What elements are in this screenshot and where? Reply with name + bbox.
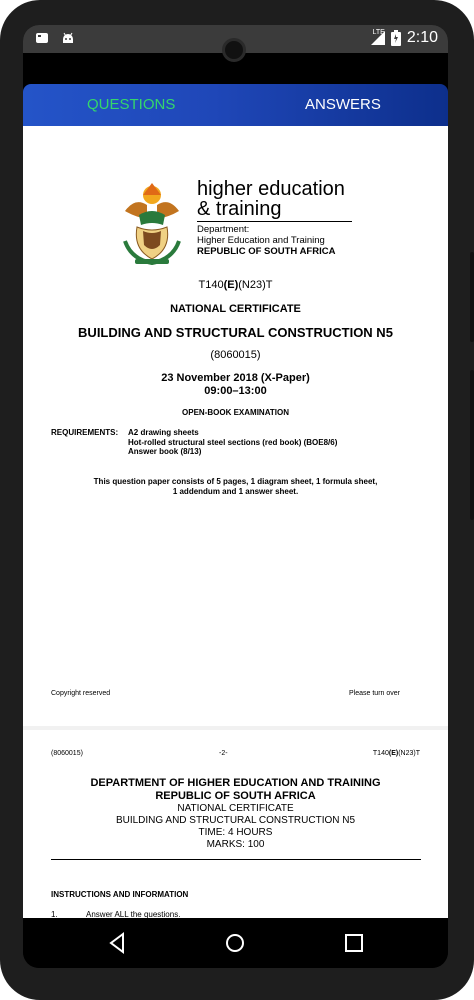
logo-country: REPUBLIC OF SOUTH AFRICA (197, 246, 336, 257)
back-icon[interactable] (106, 932, 128, 954)
paper-code (23, 279, 448, 291)
footer-turn-over: Please turn over (349, 690, 400, 697)
certificate-title: NATIONAL CERTIFICATE (170, 303, 301, 315)
paper-code-lang: (E) (223, 279, 239, 291)
tab-questions[interactable]: QUESTIONS (87, 96, 176, 113)
logo-divider (197, 221, 352, 222)
requirements-label: REQUIREMENTS: (51, 428, 119, 437)
battery-icon (391, 30, 401, 46)
front-camera (222, 38, 246, 62)
page2-line2: BUILDING AND STRUCTURAL CONSTRUCTION N5 (115, 815, 356, 826)
requirement-item: A2 drawing sheets (128, 428, 199, 437)
page2-header-center: -2- (219, 750, 228, 757)
clock: 2:10 (406, 29, 438, 46)
exam-time: 09:00–13:00 (204, 385, 267, 397)
pdf-viewer[interactable] (23, 126, 448, 918)
page2-line4: MARKS: 100 (206, 839, 265, 850)
recents-icon[interactable] (343, 932, 365, 954)
pages-note-line1: This question paper consists of 5 pages, 1 diagram sheet, 1 formula sheet, (93, 477, 378, 486)
page2-header-left: (8060015) (51, 750, 83, 757)
page2-code-lang: (E) (388, 750, 399, 757)
home-icon[interactable] (224, 932, 246, 954)
coat-of-arms-logo (119, 181, 185, 267)
instruction-text: Answer ALL the questions. (86, 910, 181, 918)
footer-copyright: Copyright reserved (51, 690, 111, 697)
page2-code-prefix: T140 (372, 750, 389, 757)
requirement-item: Answer book (8/13) (128, 447, 202, 456)
page2-line3: TIME: 4 HOURS (198, 827, 273, 838)
logo-line2: & training (197, 198, 282, 220)
power-button (470, 370, 474, 520)
paper-code-prefix: T140 (198, 279, 224, 291)
page2-header-right (373, 750, 420, 757)
exam-date: 23 November 2018 (X-Paper) (161, 372, 310, 384)
logo-line1: higher education (197, 178, 345, 200)
network-label: LTE (372, 28, 385, 36)
page2-line1: NATIONAL CERTIFICATE (177, 803, 294, 814)
subject-title: BUILDING AND STRUCTURAL CONSTRUCTION N5 (78, 325, 393, 340)
navigation-bar (23, 918, 448, 968)
screen (23, 25, 448, 968)
pages-note-line2: 1 addendum and 1 answer sheet. (172, 487, 299, 496)
paper-code-suffix: (N23)T (238, 279, 273, 291)
requirement-item: Hot-rolled structural steel sections (red book) (BOE8/6) (128, 437, 338, 447)
logo-dept-label: Department: (197, 224, 250, 235)
instruction-number: 1. (51, 910, 58, 918)
tab-bar (23, 84, 448, 126)
logo-dept-name: Higher Education and Training (197, 235, 325, 246)
page-separator (23, 726, 448, 730)
page2-title2: REPUBLIC OF SOUTH AFRICA (155, 790, 316, 802)
pages-note (23, 477, 448, 497)
page2-divider (51, 859, 421, 860)
page2-title1: DEPARTMENT OF HIGHER EDUCATION AND TRAINING (90, 777, 381, 789)
tab-answers[interactable]: ANSWERS (305, 96, 381, 113)
department-logo-text (197, 179, 352, 257)
instructions-heading: INSTRUCTIONS AND INFORMATION (51, 890, 189, 899)
exam-type: OPEN-BOOK EXAMINATION (182, 408, 289, 417)
photo-icon (35, 31, 49, 45)
page2-code-suffix: (N23)T (398, 750, 420, 757)
android-icon (61, 31, 75, 45)
subject-code: (8060015) (210, 349, 261, 361)
volume-button (470, 252, 474, 342)
